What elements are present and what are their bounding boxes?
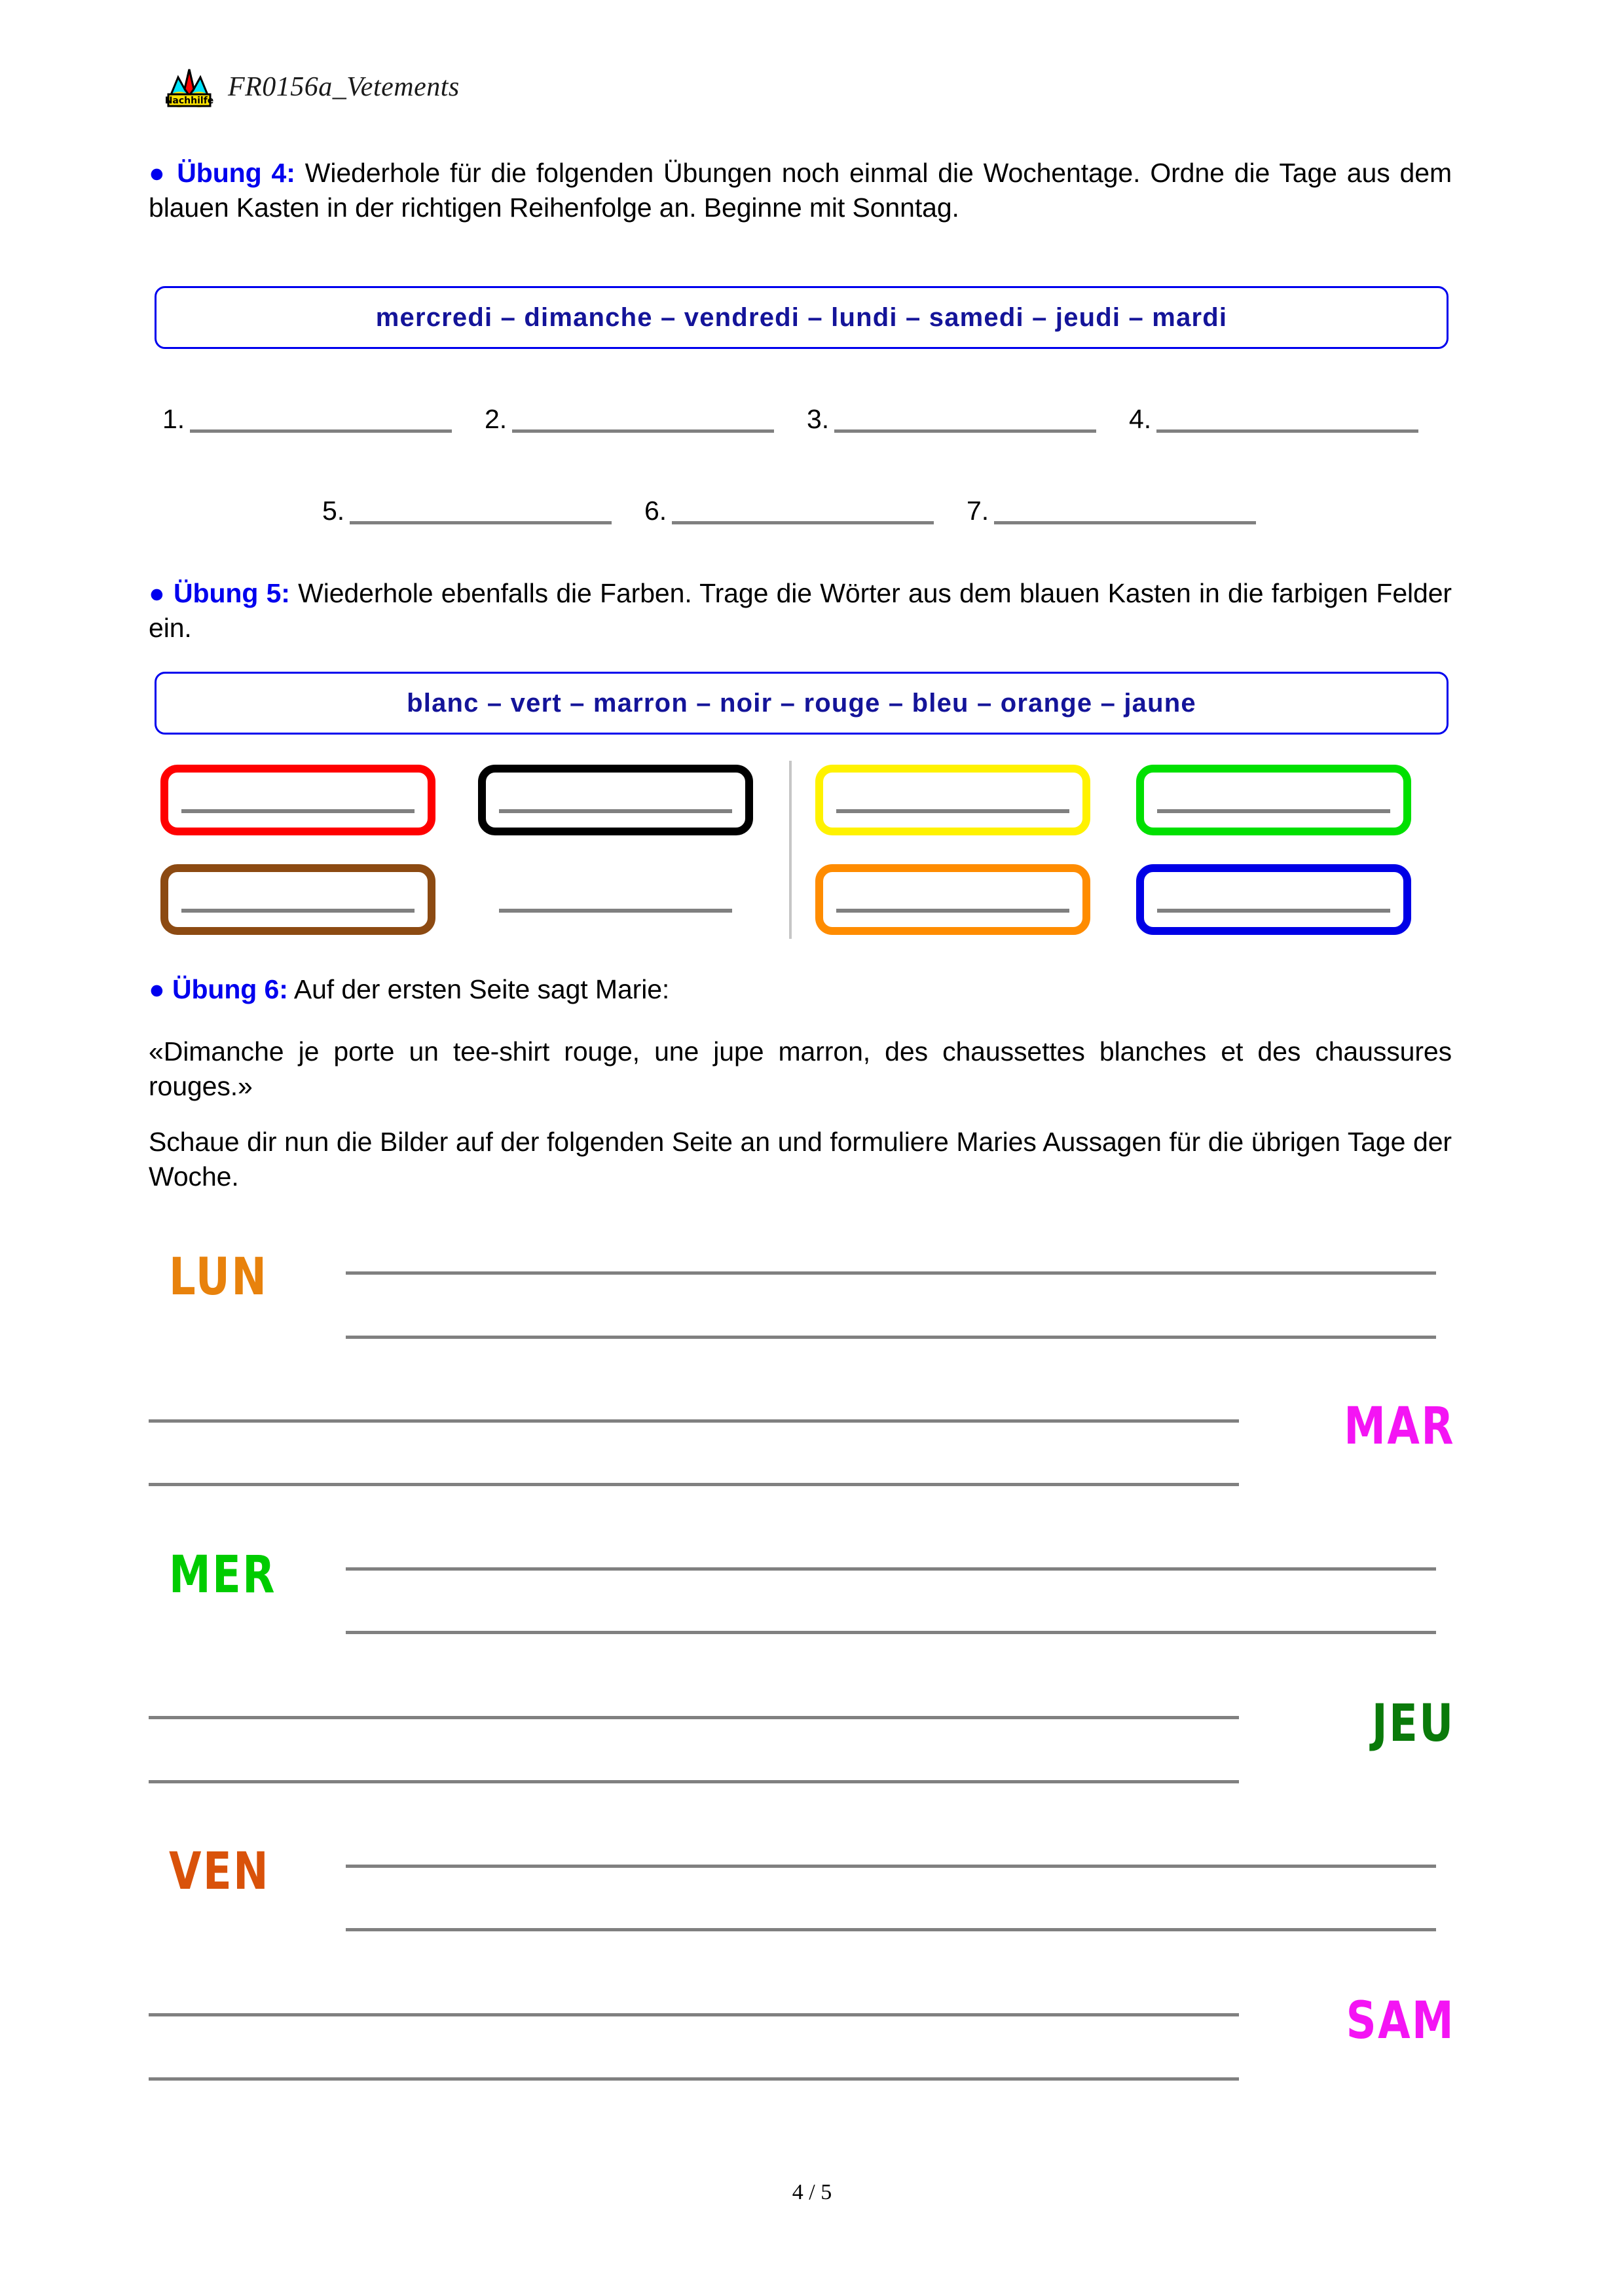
answer-slot-2-number: 2. <box>485 404 507 434</box>
answer-slot-2[interactable] <box>485 406 807 435</box>
weekday-label-mer: MER <box>169 1546 276 1605</box>
exercise-4-answer-row-2 <box>322 498 1304 527</box>
weekday-line-mer-2[interactable] <box>346 1631 1436 1634</box>
answer-slot-2-line[interactable] <box>512 429 774 433</box>
page-footer: 4 / 5 <box>792 2180 832 2204</box>
answer-slot-6[interactable] <box>644 498 967 527</box>
answer-slot-1[interactable] <box>162 406 485 435</box>
exercise-4-text: Wiederhole für die folgenden Übungen noch einmal die Wochentage. Ordne die Tage aus dem blauen Kasten in der richtigen Reihenfolge an. Beginne mit Sonntag. <box>149 158 1452 223</box>
answer-slot-4-number: 4. <box>1129 404 1152 434</box>
exercise-6-followup: Schaue dir nun die Bilder auf der folgenden Seite an und formuliere Maries Aussagen für die übrigen Tage der Woche. <box>149 1127 1452 1192</box>
answer-slot-6-number: 6. <box>644 496 667 526</box>
color-field-vert-line[interactable] <box>1157 809 1390 813</box>
color-field-bleu-line[interactable] <box>1157 909 1390 913</box>
answer-slot-7-line[interactable] <box>994 521 1256 524</box>
document-title: FR0156a_Vetements <box>228 72 460 102</box>
weekday-label-mar: MAR <box>1344 1397 1455 1456</box>
exercise-4-instruction <box>149 156 1452 226</box>
exercise-4-bullet: ● <box>149 158 168 188</box>
weekday-line-sam-1[interactable] <box>149 2013 1239 2016</box>
weekday-label-sam: SAM <box>1346 1992 1455 2050</box>
weekday-label-lun: LUN <box>169 1248 268 1307</box>
weekday-line-mer-1[interactable] <box>346 1567 1436 1571</box>
weekday-label-ven: VEN <box>169 1842 270 1901</box>
answer-slot-4-line[interactable] <box>1156 429 1418 433</box>
color-field-jaune-line[interactable] <box>836 809 1069 813</box>
answer-slot-1-number: 1. <box>162 404 185 434</box>
exercise-4-wordbank-text: mercredi – dimanche – vendredi – lundi – samedi – jeudi – mardi <box>375 302 1228 332</box>
weekday-line-lun-1[interactable] <box>346 1271 1436 1275</box>
weekday-line-jeu-1[interactable] <box>149 1716 1239 1719</box>
weekday-line-ven-1[interactable] <box>346 1865 1436 1868</box>
answer-slot-5[interactable] <box>322 498 644 527</box>
exercise-6-instruction <box>149 972 1452 1007</box>
color-field-orange[interactable] <box>815 864 1090 935</box>
exercise-5-wordbank <box>155 672 1449 735</box>
nachhilfe-logo-icon <box>165 65 213 109</box>
answer-slot-4[interactable] <box>1129 406 1451 435</box>
answer-slot-5-number: 5. <box>322 496 345 526</box>
color-field-rouge[interactable] <box>160 765 435 835</box>
color-field-bleu[interactable] <box>1136 864 1411 935</box>
answer-slot-3[interactable] <box>807 406 1129 435</box>
answer-slot-6-line[interactable] <box>672 521 934 524</box>
answer-slot-7[interactable] <box>967 498 1289 527</box>
color-field-marron[interactable] <box>160 864 435 935</box>
answer-slot-3-number: 3. <box>807 404 830 434</box>
weekday-line-sam-2[interactable] <box>149 2077 1239 2081</box>
exercise-4-wordbank <box>155 286 1449 349</box>
color-field-blanc[interactable] <box>478 864 753 935</box>
color-field-noir[interactable] <box>478 765 753 835</box>
exercise-5-instruction <box>149 576 1452 646</box>
exercise-4-label: Übung 4: <box>177 158 295 188</box>
color-field-noir-line[interactable] <box>499 809 732 813</box>
exercise-5-text: Wiederhole ebenfalls die Farben. Trage die Wörter aus dem blauen Kasten in die farbigen Felder ein. <box>149 578 1452 644</box>
answer-slot-3-line[interactable] <box>834 429 1096 433</box>
weekday-line-lun-2[interactable] <box>346 1336 1436 1339</box>
color-field-rouge-line[interactable] <box>181 809 415 813</box>
color-grid-divider <box>789 761 792 939</box>
color-field-blanc-line[interactable] <box>499 909 732 913</box>
exercise-6-bullet: ● <box>149 974 165 1004</box>
color-field-marron-line[interactable] <box>181 909 415 913</box>
answer-slot-7-number: 7. <box>967 496 989 526</box>
weekday-label-jeu: JEU <box>1372 1694 1455 1753</box>
exercise-5-bullet: ● <box>149 578 166 608</box>
exercise-6-text: Auf der ersten Seite sagt Marie: <box>287 974 670 1004</box>
answer-slot-1-line[interactable] <box>190 429 452 433</box>
svg-text:Nachhilfe: Nachhilfe <box>165 96 213 106</box>
exercise-6-quote: «Dimanche je porte un tee-shirt rouge, une jupe marron, des chaussettes blanches et des chaussures rouges.» <box>149 1036 1452 1102</box>
weekday-line-mar-1[interactable] <box>149 1419 1239 1423</box>
color-field-vert[interactable] <box>1136 765 1411 835</box>
weekday-line-mar-2[interactable] <box>149 1483 1239 1486</box>
color-field-jaune[interactable] <box>815 765 1090 835</box>
weekday-line-jeu-2[interactable] <box>149 1780 1239 1783</box>
exercise-4-answer-row-1 <box>162 406 1452 435</box>
color-field-orange-line[interactable] <box>836 909 1069 913</box>
exercise-5-wordbank-text: blanc – vert – marron – noir – rouge – bleu – orange – jaune <box>407 688 1196 718</box>
weekday-line-ven-2[interactable] <box>346 1928 1436 1931</box>
answer-slot-5-line[interactable] <box>350 521 612 524</box>
exercise-6-label: Übung 6: <box>172 974 288 1004</box>
exercise-5-label: Übung 5: <box>173 578 290 608</box>
page-header <box>165 65 460 109</box>
